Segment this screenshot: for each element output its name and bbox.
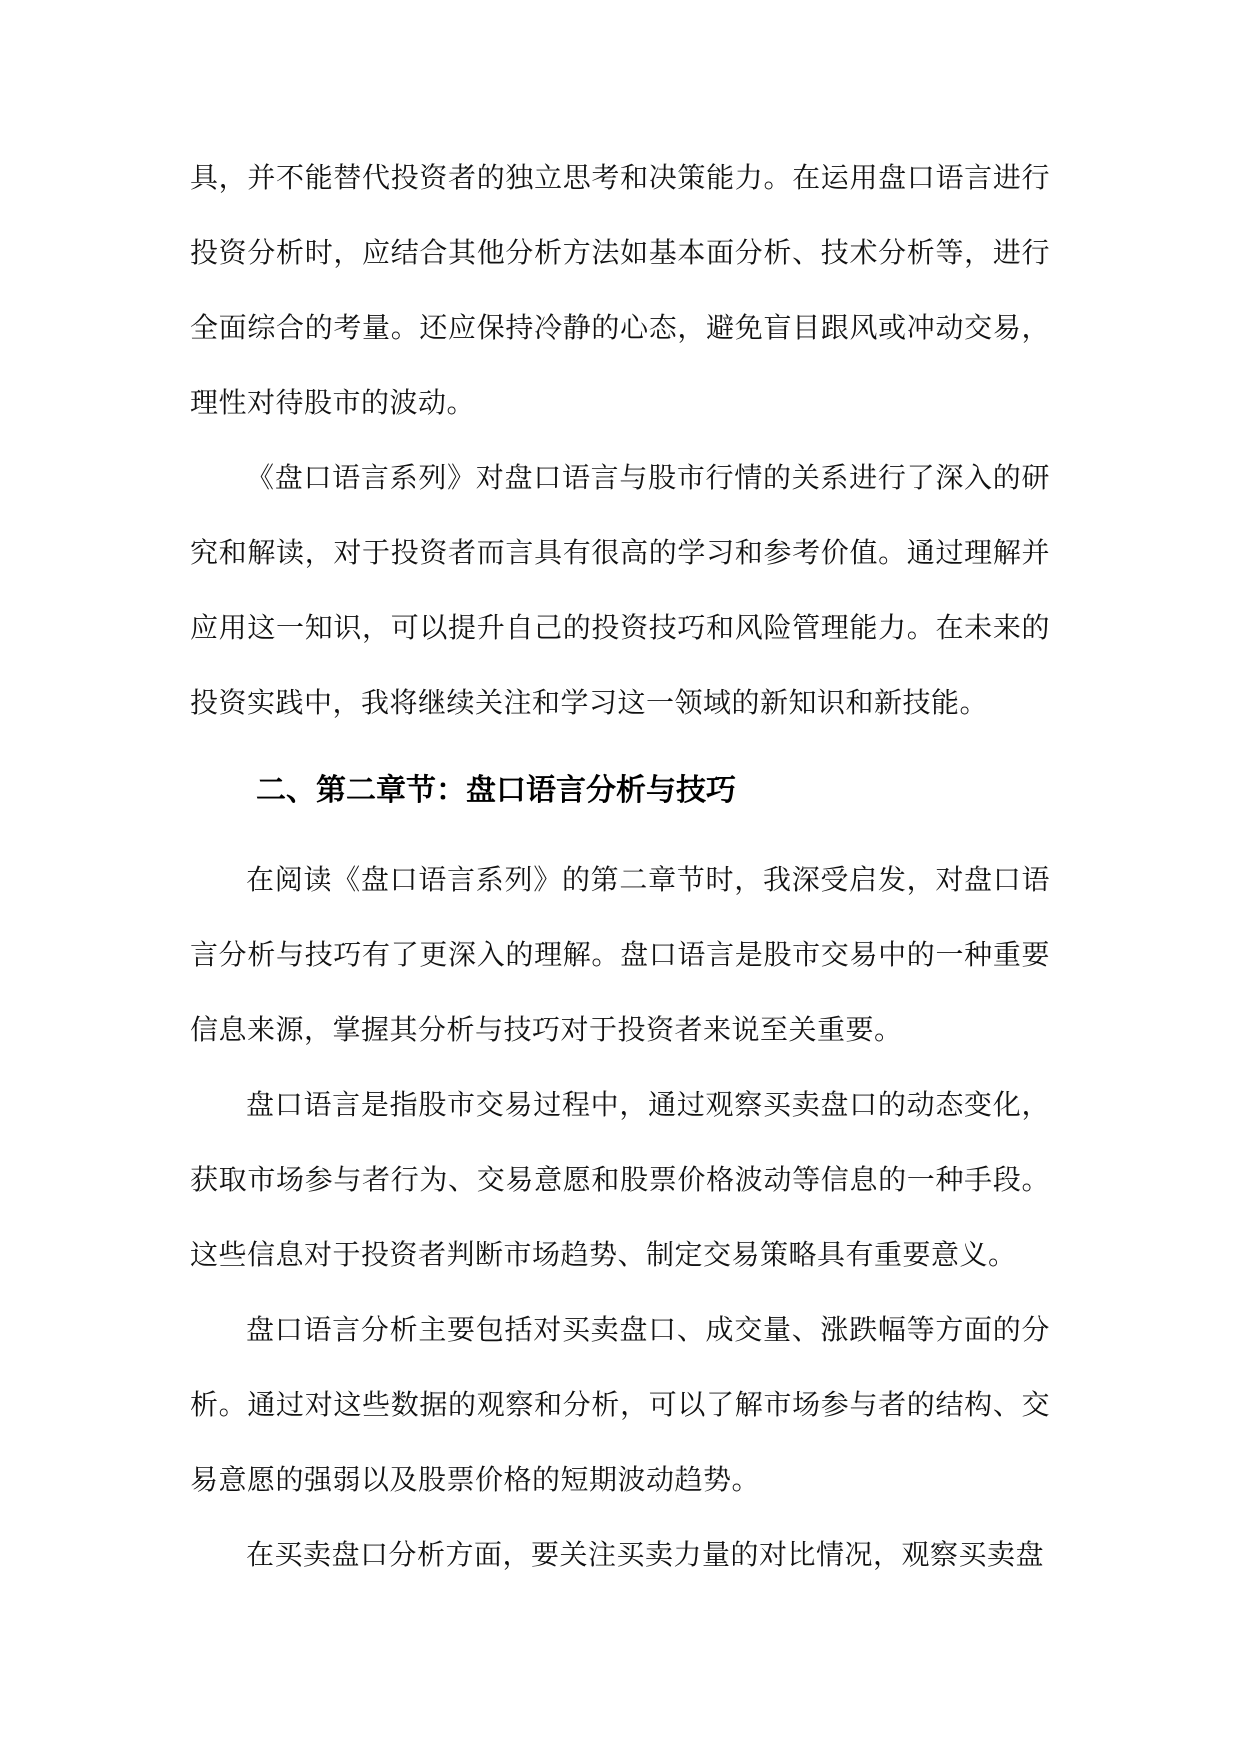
- section-heading-chapter-two: 二、第二章节：盘口语言分析与技巧: [256, 773, 736, 808]
- document-body: [190, 140, 1050, 1592]
- paragraph-series-value: 《盘口语言系列》对盘口语言与股市行情的关系进行了深入的研究和解读，对于投资者而言具有很高的学习和参考价值。通过理解并应用这一知识，可以提升自己的投资技巧和风险管理能力。在未来的投资实践中，我将继续关注和学习这一领域的新知识和新技能。: [190, 461, 1050, 719]
- paragraph-order-book-analysis: 在买卖盘口分析方面，要关注买卖力量的对比情况，观察买卖盘: [246, 1538, 1045, 1571]
- paragraph-analysis-scope: 盘口语言分析主要包括对买卖盘口、成交量、涨跌幅等方面的分析。通过对这些数据的观察和分析，可以了解市场参与者的结构、交易意愿的强弱以及股票价格的短期波动趋势。: [190, 1313, 1050, 1496]
- paragraph-definition: 盘口语言是指股市交易过程中，通过观察买卖盘口的动态变化，获取市场参与者行为、交易意愿和股票价格波动等信息的一种手段。这些信息对于投资者判断市场趋势、制定交易策略具有重要意义。: [190, 1088, 1050, 1271]
- paragraph-chapter-two-intro: 在阅读《盘口语言系列》的第二章节时，我深受启发，对盘口语言分析与技巧有了更深入的理解。盘口语言是股市交易中的一种重要信息来源，掌握其分析与技巧对于投资者来说至关重要。: [190, 863, 1050, 1046]
- paragraph-continued-intro: 具，并不能替代投资者的独立思考和决策能力。在运用盘口语言进行投资分析时，应结合其他分析方法如基本面分析、技术分析等，进行全面综合的考量。还应保持冷静的心态，避免盲目跟风或冲动交易，理性对待股市的波动。: [190, 161, 1050, 419]
